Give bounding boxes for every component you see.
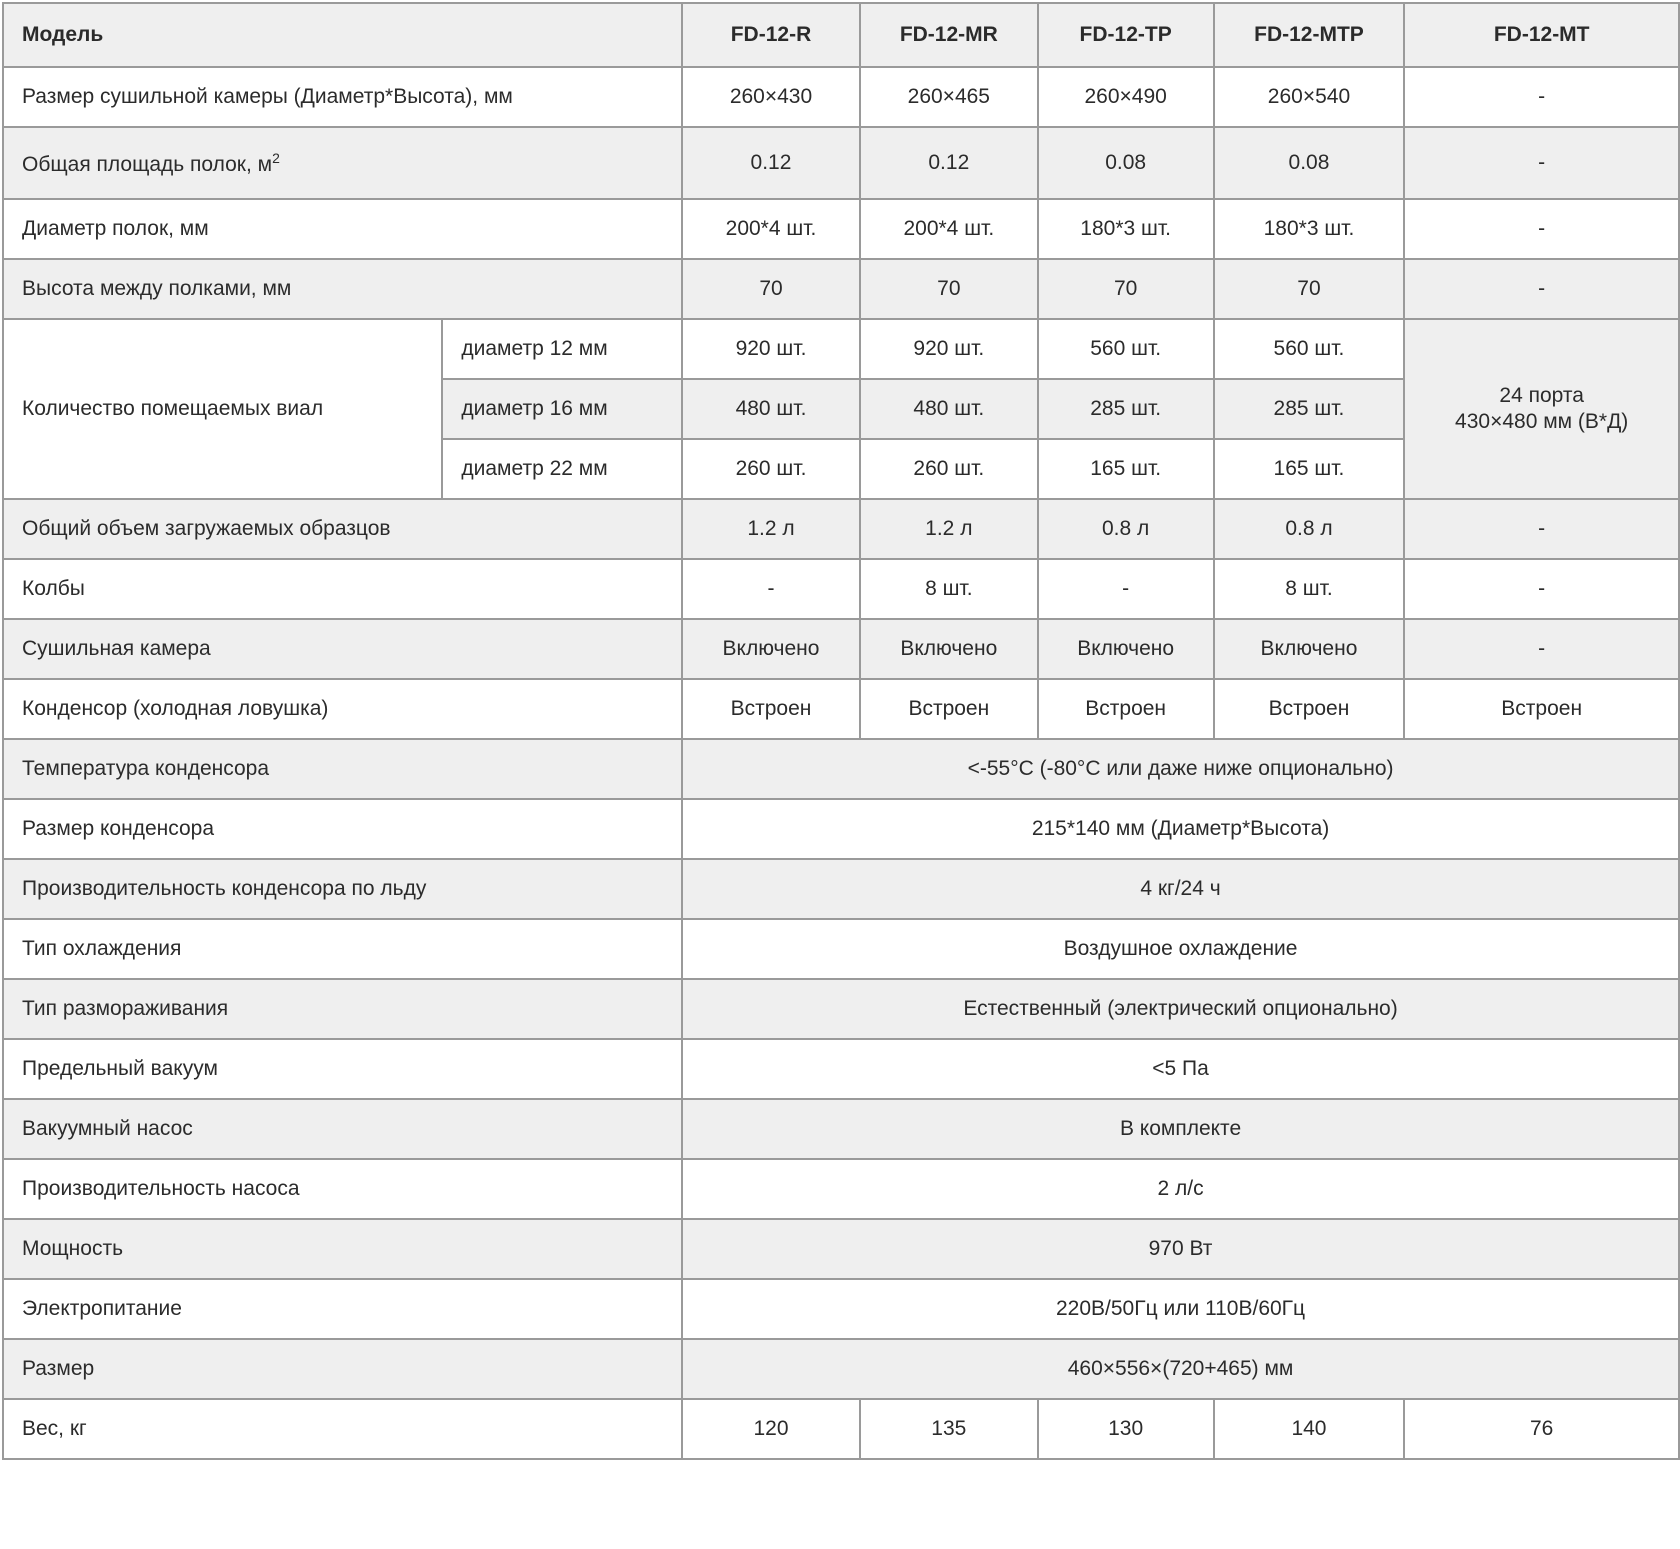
table-row — [3, 319, 1679, 379]
mt-ports: 24 порта — [1499, 384, 1584, 407]
cell-value: 200*4 шт. — [682, 199, 860, 259]
superscript: 2 — [272, 149, 280, 166]
row-label: Производительность конденсора по льду — [3, 859, 682, 919]
sub-row-label: диаметр 22 мм — [442, 439, 682, 499]
row-label: Колбы — [3, 559, 682, 619]
cell-value: - — [1404, 199, 1679, 259]
cell-value: - — [1404, 67, 1679, 127]
cell-value: 260×465 — [860, 67, 1038, 127]
cell-value: 165 шт. — [1038, 439, 1214, 499]
cell-value: 480 шт. — [682, 379, 860, 439]
row-label — [3, 127, 682, 199]
row-label: Высота между полками, мм — [3, 259, 682, 319]
merged-value: 220В/50Гц или 110В/60Гц — [682, 1279, 1679, 1339]
cell-value: 480 шт. — [860, 379, 1038, 439]
cell-value: 260 шт. — [682, 439, 860, 499]
merged-value: 2 л/с — [682, 1159, 1679, 1219]
cell-value: 1.2 л — [860, 499, 1038, 559]
row-label: Тип размораживания — [3, 979, 682, 1039]
table-row — [3, 1159, 1679, 1219]
cell-value: 130 — [1038, 1399, 1214, 1459]
cell-value: Встроен — [1404, 679, 1679, 739]
cell-value: Включено — [860, 619, 1038, 679]
cell-value: Встроен — [1214, 679, 1405, 739]
cell-value: 140 — [1214, 1399, 1405, 1459]
table-row — [3, 919, 1679, 979]
cell-value: 8 шт. — [860, 559, 1038, 619]
cell-value: 70 — [860, 259, 1038, 319]
cell-value: 200*4 шт. — [860, 199, 1038, 259]
row-label: Температура конденсора — [3, 739, 682, 799]
row-label-text: Общая площадь полок, м — [22, 152, 273, 176]
model-label: Модель — [3, 3, 682, 67]
cell-value: 0.08 — [1038, 127, 1214, 199]
table-row — [3, 739, 1679, 799]
table-row — [3, 859, 1679, 919]
table-row — [3, 1279, 1679, 1339]
model-header: FD-12-TP — [1038, 3, 1214, 67]
cell-value: 920 шт. — [682, 319, 860, 379]
row-label: Вес, кг — [3, 1399, 682, 1459]
cell-value: Встроен — [1038, 679, 1214, 739]
cell-value: Включено — [1214, 619, 1405, 679]
cell-value: 285 шт. — [1038, 379, 1214, 439]
cell-value: - — [1404, 499, 1679, 559]
cell-value: 260×430 — [682, 67, 860, 127]
table-row — [3, 199, 1679, 259]
model-header: FD-12-MTP — [1214, 3, 1405, 67]
table-row — [3, 1339, 1679, 1399]
cell-value: 260×490 — [1038, 67, 1214, 127]
cell-value: - — [1404, 619, 1679, 679]
row-label: Электропитание — [3, 1279, 682, 1339]
merged-value: 4 кг/24 ч — [682, 859, 1679, 919]
cell-value: - — [1404, 259, 1679, 319]
cell-value: 180*3 шт. — [1214, 199, 1405, 259]
merged-value: Естественный (электрический опционально) — [682, 979, 1679, 1039]
cell-value: 180*3 шт. — [1038, 199, 1214, 259]
table-row — [3, 1039, 1679, 1099]
row-label: Размер конденсора — [3, 799, 682, 859]
row-label: Количество помещаемых виал — [3, 319, 442, 499]
table-row — [3, 67, 1679, 127]
row-label: Размер — [3, 1339, 682, 1399]
cell-value: - — [1404, 559, 1679, 619]
cell-value: Встроен — [682, 679, 860, 739]
cell-value: 560 шт. — [1214, 319, 1405, 379]
table-row — [3, 679, 1679, 739]
cell-value: 920 шт. — [860, 319, 1038, 379]
row-label: Сушильная камера — [3, 619, 682, 679]
table-row — [3, 799, 1679, 859]
row-label: Общий объем загружаемых образцов — [3, 499, 682, 559]
table-row — [3, 619, 1679, 679]
table-row — [3, 1099, 1679, 1159]
cell-value: 260 шт. — [860, 439, 1038, 499]
cell-value: 70 — [682, 259, 860, 319]
header-row — [3, 3, 1679, 67]
mt-vials-cell — [1404, 319, 1679, 499]
cell-value: 120 — [682, 1399, 860, 1459]
table-row — [3, 1219, 1679, 1279]
row-label: Мощность — [3, 1219, 682, 1279]
table-row — [3, 1399, 1679, 1459]
merged-value: В комплекте — [682, 1099, 1679, 1159]
row-label: Вакуумный насос — [3, 1099, 682, 1159]
merged-value: 460×556×(720+465) мм — [682, 1339, 1679, 1399]
cell-value: 165 шт. — [1214, 439, 1405, 499]
cell-value: 560 шт. — [1038, 319, 1214, 379]
cell-value: 0.12 — [682, 127, 860, 199]
table-row — [3, 259, 1679, 319]
row-label: Конденсор (холодная ловушка) — [3, 679, 682, 739]
cell-value: Встроен — [860, 679, 1038, 739]
model-header: FD-12-MR — [860, 3, 1038, 67]
cell-value: 70 — [1214, 259, 1405, 319]
table-row — [3, 979, 1679, 1039]
merged-value: 970 Вт — [682, 1219, 1679, 1279]
row-label: Тип охлаждения — [3, 919, 682, 979]
cell-value: 135 — [860, 1399, 1038, 1459]
cell-value: 0.12 — [860, 127, 1038, 199]
row-label: Размер сушильной камеры (Диаметр*Высота), мм — [3, 67, 682, 127]
model-header: FD-12-R — [682, 3, 860, 67]
cell-value: Включено — [1038, 619, 1214, 679]
sub-row-label: диаметр 12 мм — [442, 319, 682, 379]
cell-value: - — [1038, 559, 1214, 619]
merged-value: 215*140 мм (Диаметр*Высота) — [682, 799, 1679, 859]
merged-value: <5 Па — [682, 1039, 1679, 1099]
row-label: Предельный вакуум — [3, 1039, 682, 1099]
cell-value: 0.08 — [1214, 127, 1405, 199]
cell-value: 0.8 л — [1214, 499, 1405, 559]
table-row — [3, 499, 1679, 559]
sub-row-label: диаметр 16 мм — [442, 379, 682, 439]
cell-value: 76 — [1404, 1399, 1679, 1459]
cell-value: Включено — [682, 619, 860, 679]
merged-value: <-55°C (-80°C или даже ниже опционально) — [682, 739, 1679, 799]
table-row — [3, 559, 1679, 619]
cell-value: 1.2 л — [682, 499, 860, 559]
cell-value: 285 шт. — [1214, 379, 1405, 439]
row-label: Диаметр полок, мм — [3, 199, 682, 259]
cell-value: 0.8 л — [1038, 499, 1214, 559]
cell-value: 8 шт. — [1214, 559, 1405, 619]
model-header: FD-12-MT — [1404, 3, 1679, 67]
cell-value: - — [1404, 127, 1679, 199]
cell-value: 70 — [1038, 259, 1214, 319]
specifications-table — [2, 2, 1680, 1460]
table-row — [3, 127, 1679, 199]
merged-value: Воздушное охлаждение — [682, 919, 1679, 979]
mt-port-size: 430×480 мм (В*Д) — [1455, 410, 1629, 433]
cell-value: 260×540 — [1214, 67, 1405, 127]
row-label: Производительность насоса — [3, 1159, 682, 1219]
cell-value: - — [682, 559, 860, 619]
